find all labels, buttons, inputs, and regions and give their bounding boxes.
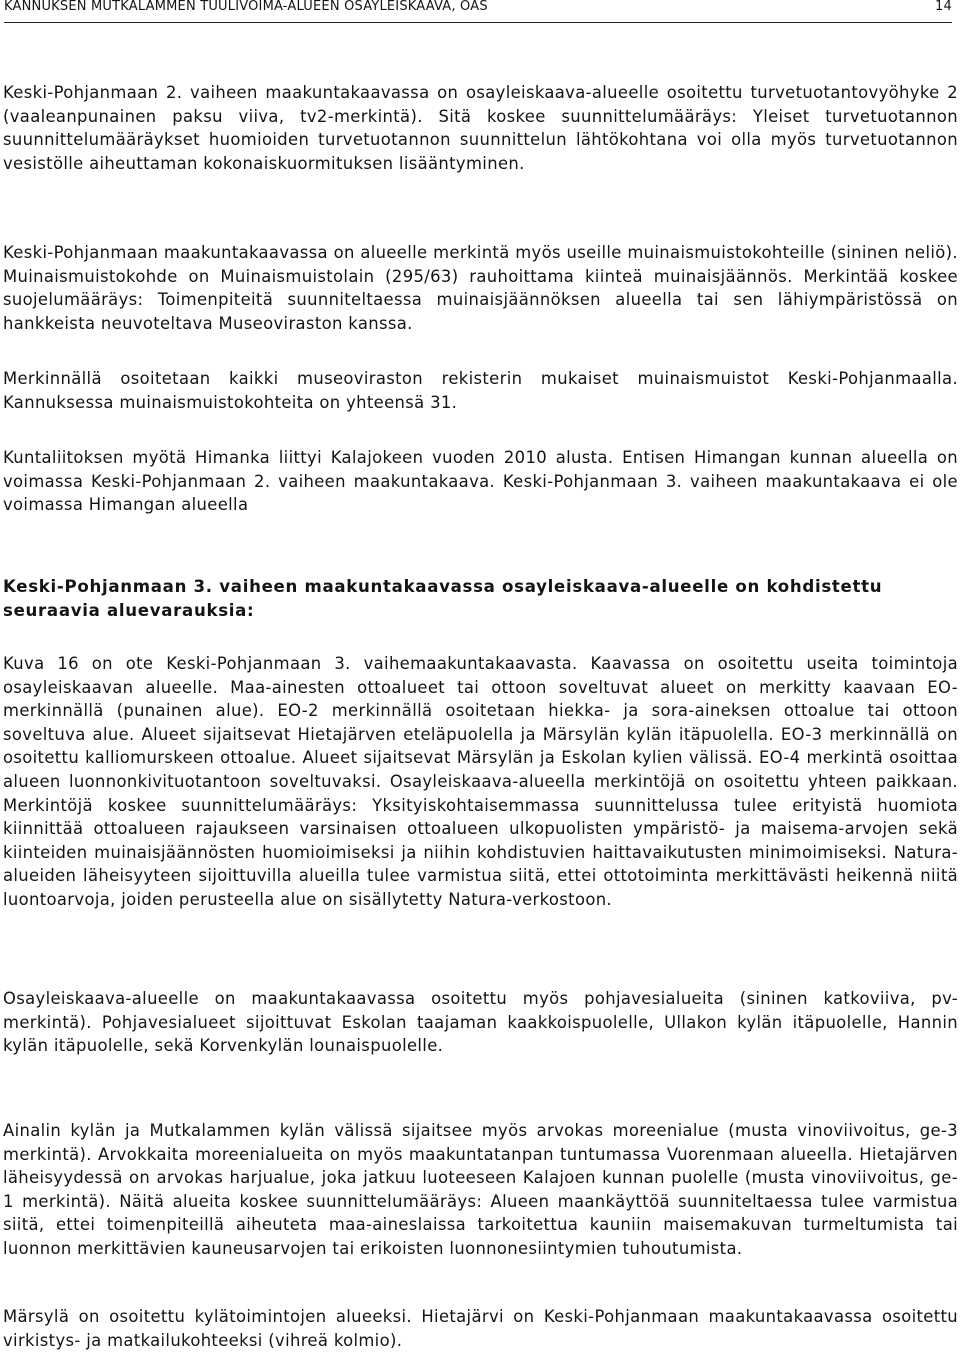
paragraph-muinaismuistot: Keski-Pohjanmaan maakuntakaavassa on alueelle merkintä myös useille muinaismuistokohteille (sininen neliö). Muinaismuistokohde on Muinaismuistolain (295/63) rauhoittama kiinteä muinaisjäännös. Merkintää koskee suojelumääräys: Toimenpiteitä suunniteltaessa muinaisjäännöksen alueella tai sen lähiympäristössä on hankkeista neuvoteltava Museoviraston kanssa. xyxy=(3,243,958,333)
paragraph-marsyla: Märsylä on osoitettu kylätoimintojen alueeksi. Hietajärvi on Keski-Pohjanmaan maakuntakaavassa osoitettu virkistys- ja matkailukohteeksi (vihreä kolmio). xyxy=(3,1307,958,1350)
page-number: 14 xyxy=(935,0,952,14)
paragraph-moreenialueet: Ainalin kylän ja Mutkalammen kylän välissä sijaitsee myös arvokas moreenialue (musta vinoviivoitus, ge-3 merkintä). Arvokkaita moreenialueita on myös maakuntatanpan tuntumassa Vuorenmaan alueella. Hietajärven läheisyydessä on arvokas harjualue, joka jatkuu luoteeseen Kalajoen kunnan puolelle (musta vinoviivoitus, ge-1 merkintä). Näitä alueita koskee suunnittelumääräys: Alueen maankäyttöä suunniteltaessa tulee varmistua siitä, ettei toimenpiteillä aiheuteta maa-aineslaissa tarkoitettua kauniin maisemakuvan turmeltumista tai luonnon merkittävien kauneusarvojen tai erikoisten luonnonesiintymien tuhoutumista. xyxy=(3,1121,958,1258)
paragraph-kuntaliitos: Kuntaliitoksen myötä Himanka liittyi Kalajokeen vuoden 2010 alusta. Entisen Himangan kunnan alueella on voimassa Keski-Pohjanmaan 2. vaiheen maakuntakaava. Keski-Pohjanmaan 3. vaiheen maakuntakaava ei ole voimassa Himangan alueella xyxy=(3,448,958,515)
page-header xyxy=(4,0,952,23)
paragraph-maa-ainekset: Kuva 16 on ote Keski-Pohjanmaan 3. vaihemaakuntakaavasta. Kaavassa on osoitettu useita toimintoja osayleiskaavan alueelle. Maa-ainesten ottoalueet tai ottoon soveltuvat alueet on merkitty kaavaan EO-merkinnällä (punainen alue). EO-2 merkinnällä osoitetaan hiekka- ja sora-aineksen ottoalue tai ottoon soveltuva alue. Alueet sijaitsevat Hietajärven eteläpuolella ja Märsylän kylän itäpuolella. EO-3 merkinnällä on osoitettu kalliomurskeen ottoalue. Alueet sijaitsevat Märsylän ja Eskolan kylien välissä. EO-4 merkintä osoittaa alueen luonnonkivituotantoon soveltuvaksi. Osayleiskaava-alueella merkintöjä on osoitettu yhteen paikkaan. Merkintöjä koskee suunnittelumääräys: Yksityiskohtaisemmassa suunnittelussa tulee erityistä huomiota kiinnittää ottoalueen rajaukseen varsinaisen ottoalueen ulkopuolisten ympäristö- ja maisema-arvojen sekä kiinteiden muinaisjäännösten huomioimiseksi ja niihin kohdistuvien haittavaikutusten minimoimiseksi. Natura-alueiden läheisyyteen sijoittuvilla alueilla tulee varmistua siitä, ettei ottotoiminta merkittävästi heikennä niitä luontoarvoja, joiden perusteella alue on sisällytetty Natura-verkostoon. xyxy=(3,654,958,909)
paragraph-pohjavesialueet: Osayleiskaava-alueelle on maakuntakaavassa osoitettu myös pohjavesialueita (sininen katkoviiva, pv-merkintä). Pohjavesialueet sijoittuvat Eskolan taajaman kaakkoispuolelle, Ullakon kylän itäpuolelle, Hannin kylän itäpuolelle, sekä Korvenkylän lounaispuolelle. xyxy=(3,989,958,1056)
paragraph-turvetuotanto: Keski-Pohjanmaan 2. vaiheen maakuntakaavassa on osayleiskaava-alueelle osoitettu turvetuotantovyöhyke 2 (vaaleanpunainen paksu viiva, tv2-merkintä). Sitä koskee suunnittelumääräys: Yleiset turvetuotannon suunnittelumääräykset huomioiden turvetuotannon suunnittelun lähtökohtana voi olla myös turvetuotannon vesistölle aiheuttaman kokonaiskuormituksen lisääntyminen. xyxy=(3,83,958,173)
header-title: KANNUKSEN MUTKALAMMEN TUULIVOIMA-ALUEEN OSAYLEISKAAVA, OAS xyxy=(4,0,488,14)
paragraph-museovirasto: Merkinnällä osoitetaan kaikki museoviraston rekisterin mukaiset muinaismuistot Keski-Pohjanmaalla. Kannuksessa muinaismuistokohteita on yhteensä 31. xyxy=(3,369,958,412)
section-heading: Keski-Pohjanmaan 3. vaiheen maakuntakaavassa osayleiskaava-alueelle on kohdistettu seuraavia aluevarauksia: xyxy=(3,577,883,620)
